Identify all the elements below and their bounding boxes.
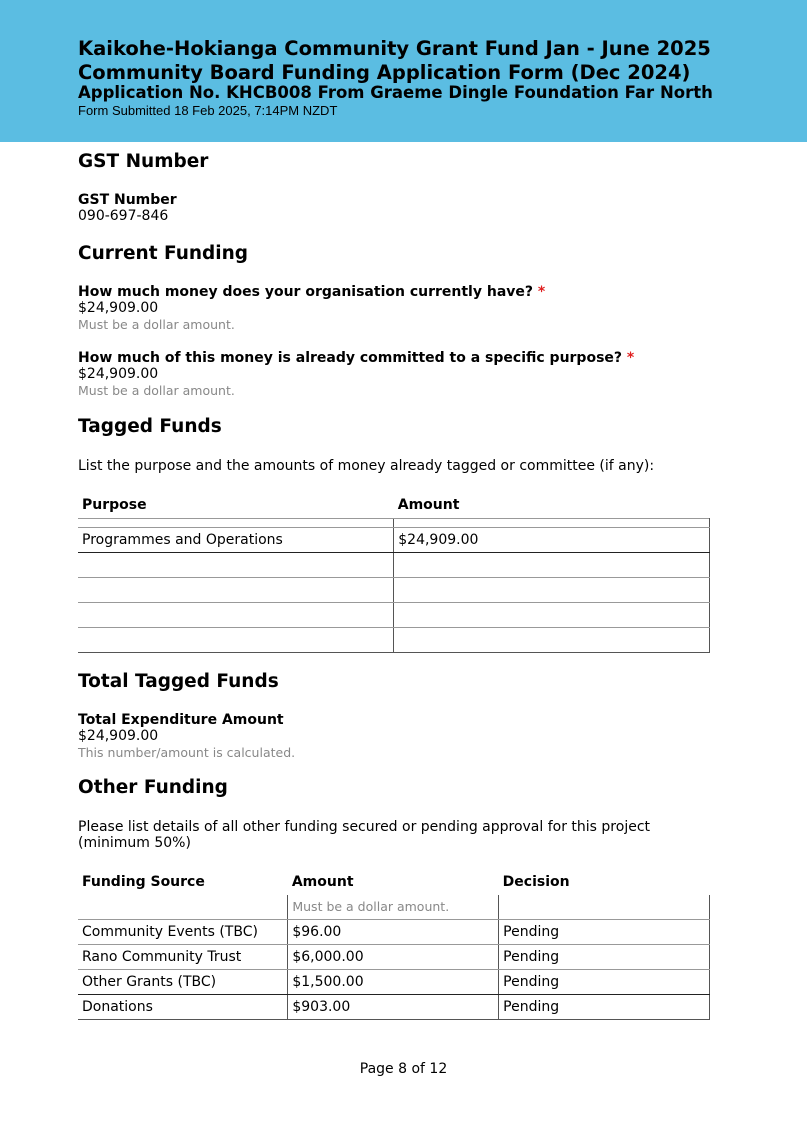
tagged-funds-section-title: Tagged Funds bbox=[78, 416, 222, 437]
column-header-amount: Amount bbox=[397, 497, 460, 513]
purpose-cell bbox=[78, 602, 394, 627]
table-row bbox=[78, 944, 710, 969]
form-header bbox=[0, 0, 807, 142]
current-money-value: $24,909.00 bbox=[78, 300, 159, 316]
committed-money-question bbox=[78, 350, 634, 366]
amount-cell bbox=[394, 518, 710, 527]
total-expenditure-hint: This number/amount is calculated. bbox=[78, 745, 296, 760]
other-funding-table bbox=[78, 874, 710, 1020]
column-header-decision: Decision bbox=[502, 874, 570, 890]
purpose-cell bbox=[78, 627, 394, 652]
current-money-label: How much money does your organisation currently have? bbox=[78, 284, 534, 300]
table-row bbox=[78, 919, 710, 944]
amount-cell: $96.00 bbox=[288, 919, 499, 944]
amount-cell: $1,500.00 bbox=[288, 969, 499, 994]
funding-source-cell bbox=[78, 895, 288, 919]
tagged-funds-table bbox=[78, 497, 710, 653]
page-number: Page 8 of 12 bbox=[359, 1061, 448, 1077]
committed-money-label: How much of this money is already committed to a specific purpose? bbox=[78, 350, 623, 366]
decision-cell: Pending bbox=[499, 969, 710, 994]
required-marker: * bbox=[626, 350, 635, 366]
funding-source-cell: Other Grants (TBC) bbox=[78, 969, 288, 994]
column-header-amount: Amount bbox=[291, 874, 354, 890]
amount-cell bbox=[394, 552, 710, 577]
current-money-hint: Must be a dollar amount. bbox=[78, 317, 235, 332]
table-row bbox=[78, 518, 710, 527]
amount-cell bbox=[394, 577, 710, 602]
required-marker: * bbox=[537, 284, 546, 300]
table-row bbox=[78, 994, 710, 1019]
current-money-question bbox=[78, 284, 545, 300]
total-expenditure-value: $24,909.00 bbox=[78, 728, 159, 744]
fund-title: Kaikohe-Hokianga Community Grant Fund Jan - June 2025 bbox=[78, 37, 711, 60]
decision-cell: Pending bbox=[499, 994, 710, 1019]
column-header-funding-source: Funding Source bbox=[82, 874, 205, 890]
form-title: Community Board Funding Application Form (Dec 2024) bbox=[78, 61, 691, 84]
table-row bbox=[78, 969, 710, 994]
current-funding-section-title: Current Funding bbox=[78, 243, 249, 264]
committed-money-hint: Must be a dollar amount. bbox=[78, 383, 235, 398]
gst-field-value: 090-697-846 bbox=[78, 208, 169, 224]
submission-timestamp: Form Submitted 18 Feb 2025, 7:14PM NZDT bbox=[78, 103, 338, 118]
table-row bbox=[78, 527, 710, 552]
amount-cell: $903.00 bbox=[288, 994, 499, 1019]
table-header-row bbox=[78, 874, 710, 895]
column-header-purpose: Purpose bbox=[82, 497, 147, 513]
table-hint-row bbox=[78, 895, 710, 919]
decision-cell bbox=[499, 895, 710, 919]
tagged-funds-description: List the purpose and the amounts of money already tagged or committee (if any): bbox=[78, 458, 655, 474]
table-header-row bbox=[78, 497, 710, 518]
funding-source-cell: Community Events (TBC) bbox=[78, 919, 288, 944]
amount-cell bbox=[394, 627, 710, 652]
gst-section-title: GST Number bbox=[78, 151, 209, 172]
committed-money-value: $24,909.00 bbox=[78, 366, 159, 382]
application-number: Application No. KHCB008 From Graeme Dingle Foundation Far North bbox=[78, 83, 713, 102]
other-funding-description: Please list details of all other funding secured or pending approval for this project (minimum 50%) bbox=[78, 819, 651, 851]
purpose-cell: Programmes and Operations bbox=[78, 527, 394, 552]
funding-source-cell: Donations bbox=[78, 994, 288, 1019]
funding-source-cell: Rano Community Trust bbox=[78, 944, 288, 969]
table-row bbox=[78, 627, 710, 652]
total-expenditure-label: Total Expenditure Amount bbox=[78, 712, 284, 728]
decision-cell: Pending bbox=[499, 919, 710, 944]
purpose-cell bbox=[78, 552, 394, 577]
purpose-cell bbox=[78, 518, 394, 527]
table-row bbox=[78, 602, 710, 627]
amount-cell: $24,909.00 bbox=[394, 527, 710, 552]
amount-cell bbox=[394, 602, 710, 627]
total-tagged-section-title: Total Tagged Funds bbox=[78, 671, 279, 692]
purpose-cell bbox=[78, 577, 394, 602]
table-row bbox=[78, 577, 710, 602]
other-funding-section-title: Other Funding bbox=[78, 777, 228, 798]
amount-cell: $6,000.00 bbox=[288, 944, 499, 969]
amount-hint-cell: Must be a dollar amount. bbox=[288, 895, 499, 919]
table-row bbox=[78, 552, 710, 577]
gst-field-label: GST Number bbox=[78, 192, 177, 208]
decision-cell: Pending bbox=[499, 944, 710, 969]
